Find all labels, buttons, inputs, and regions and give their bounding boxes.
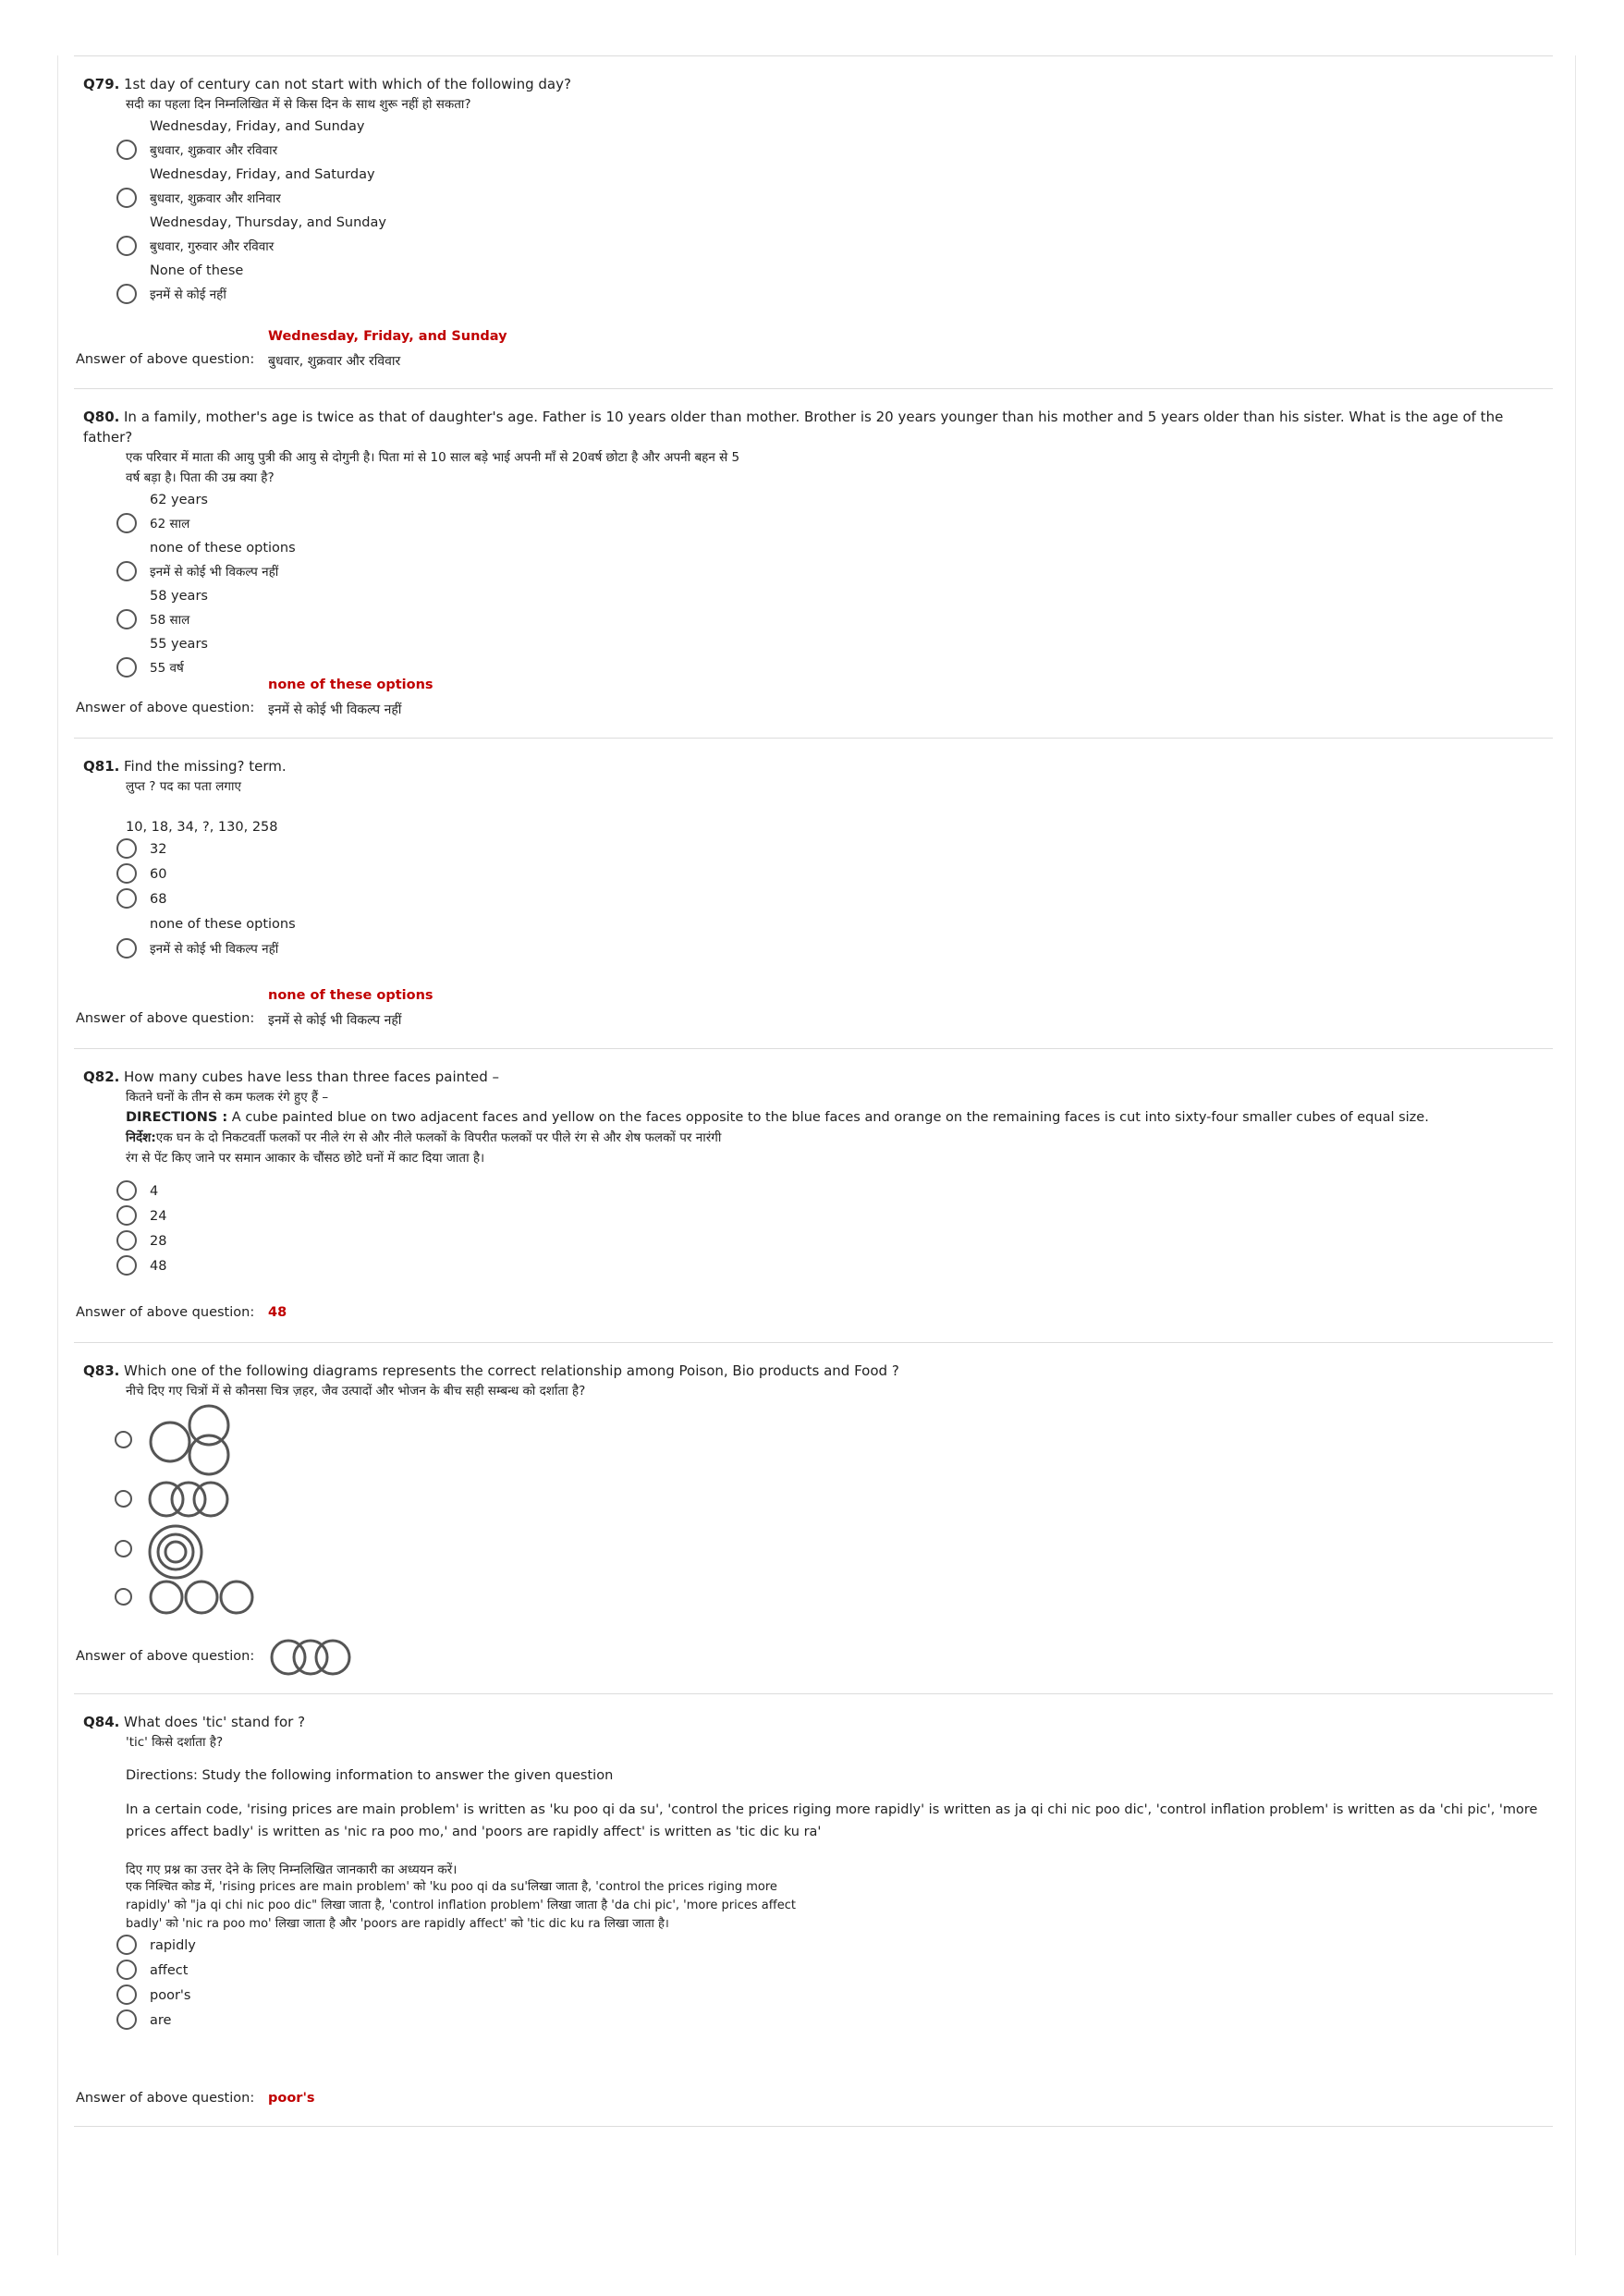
question-text: Which one of the following diagrams represents the correct relationship among Poison, Bio products and Food ? [124, 1362, 899, 1379]
radio-option-1[interactable] [115, 1431, 132, 1448]
answer-label: Answer of above question: [76, 1649, 255, 1664]
radio-option-3[interactable] [116, 236, 137, 256]
question-text: Find the missing? term. [124, 758, 287, 775]
option-text-hi: 62 साल [150, 517, 190, 531]
radio-option-3[interactable] [116, 609, 137, 629]
answer-text-hi: इनमें से कोई भी विकल्प नहीं [268, 1013, 402, 1028]
question-text-hindi: वर्ष बड़ा है। पिता की उम्र क्या है? [126, 470, 275, 485]
radio-option-2[interactable] [116, 188, 137, 208]
radio-option-4[interactable] [116, 657, 137, 678]
answer-diagram [266, 1636, 355, 1679]
radio-option-2[interactable] [116, 1205, 137, 1226]
number-series: 10, 18, 34, ?, 130, 258 [126, 820, 278, 835]
option-text: 48 [150, 1259, 167, 1274]
option-text: are [150, 2013, 172, 2028]
answer-label: Answer of above question: [76, 1305, 255, 1320]
option-text-en: Wednesday, Friday, and Saturday [150, 167, 375, 182]
option-text-en: None of these [150, 263, 244, 278]
option-text-en: Wednesday, Thursday, and Sunday [150, 215, 386, 230]
question-q84 [83, 1712, 1553, 2033]
question-text: What does 'tic' stand for ? [124, 1714, 306, 1730]
question-q83 [83, 1361, 1553, 1401]
answer-label: Answer of above question: [76, 701, 255, 715]
directions-text-hindi: दिए गए प्रश्न का उत्तर देने के लिए निम्नलिखित जानकारी का अध्ययन करें। [126, 1862, 458, 1877]
answer-text-hi: बुधवार, शुक्रवार और रविवार [268, 354, 401, 369]
answer-label: Answer of above question: [76, 2091, 255, 2106]
diagram-option-3 [146, 1523, 211, 1581]
question-text-hindi: लुप्त ? पद का पता लगाए [126, 779, 241, 794]
option-text-hi: बुधवार, गुरुवार और रविवार [150, 239, 275, 254]
radio-option-3[interactable] [116, 1985, 137, 2005]
question-number: Q80. [83, 409, 120, 425]
option-text-hi: इनमें से कोई भी विकल्प नहीं [150, 565, 279, 580]
question-q79 [83, 74, 1553, 307]
option-text-hi: 55 वर्ष [150, 661, 184, 676]
divider [74, 2126, 1553, 2127]
directions-text-hindi: रंग से पेंट किए जाने पर समान आकार के चौंसठ छोटे घनों में काट दिया जाता है। [126, 1151, 485, 1166]
directions-text-hindi: एक घन के दो निकटवर्ती फलकों पर नीले रंग से और नीले फलकों के विपरीत फलकों पर पीले रंग से और शेष फलकों पर नारंगी [155, 1130, 722, 1145]
radio-option-4[interactable] [116, 2009, 137, 2030]
option-text-en: 58 years [150, 589, 208, 604]
divider [74, 738, 1553, 739]
option-text-en: none of these options [150, 541, 296, 556]
info-text: In a certain code, 'rising prices are main problem' is written as 'ku poo qi da su', 'control the prices riging more rapidly' is written as ja qi chi nic poo dic', 'control inflation problem' is written as da 'chi pic', 'more prices affect badly' is written as 'nic ra poo mo,' and 'poors are rapidly affect' is written as 'tic dic ku ra' [126, 1802, 1538, 1839]
divider [74, 1048, 1553, 1049]
directions-label: DIRECTIONS : [126, 1110, 228, 1125]
option-text: 4 [150, 1184, 159, 1199]
question-number: Q83. [83, 1362, 120, 1379]
question-text-hindi: नीचे दिए गए चित्रों में से कौनसा चित्र ज़हर, जैव उत्पादों और भोजन के बीच सही सम्बन्ध को दर्शाता है? [126, 1384, 586, 1398]
divider [74, 388, 1553, 389]
question-text-hindi: एक परिवार में माता की आयु पुत्री की आयु से दोगुनी है। पिता मां से 10 साल बड़े भाई अपनी माँ से 20वर्ष छोटा है और अपनी बहन से 5 [126, 450, 740, 465]
radio-option-2[interactable] [116, 863, 137, 884]
radio-option-3[interactable] [116, 1230, 137, 1251]
option-text-hi: बुधवार, शुक्रवार और शनिवार [150, 191, 281, 206]
radio-option-2[interactable] [116, 1960, 137, 1980]
option-text: 68 [150, 892, 167, 907]
option-text-en: 62 years [150, 493, 208, 507]
directions-label-hindi: निर्देश: [126, 1130, 156, 1145]
radio-option-1[interactable] [116, 1180, 137, 1201]
directions-text: Directions: Study the following information to answer the given question [126, 1768, 614, 1783]
option-text: 60 [150, 867, 167, 882]
option-text-en: 55 years [150, 637, 208, 652]
question-text: In a family, mother's age is twice as that of daughter's age. Father is 10 years older than mother. Brother is 20 years younger than his mother and 5 years older than his sister. What is the age of the father? [83, 409, 1504, 446]
question-text-hindi: सदी का पहला दिन निम्नलिखित में से किस दिन के साथ शुरू नहीं हो सकता? [126, 97, 471, 112]
diagram-option-4 [146, 1577, 263, 1618]
info-text-hindi: rapidly' को "ja qi chi nic poo dic" लिखा जाता है, 'control inflation problem' लिखा जाता है 'da chi pic', 'more prices affect [126, 1899, 796, 1912]
radio-option-1[interactable] [116, 140, 137, 160]
answer-label: Answer of above question: [76, 352, 255, 367]
option-text: affect [150, 1963, 189, 1978]
option-text-hi: 58 साल [150, 613, 190, 628]
option-text: rapidly [150, 1938, 196, 1953]
option-text-hi: बुधवार, शुक्रवार और रविवार [150, 143, 278, 158]
question-text: 1st day of century can not start with which of the following day? [124, 76, 571, 92]
page-left-border [57, 55, 58, 2255]
divider [74, 1342, 1553, 1343]
diagram-option-1 [146, 1403, 235, 1477]
option-text-hi: इनमें से कोई भी विकल्प नहीं [150, 942, 279, 957]
question-number: Q79. [83, 76, 120, 92]
question-text-hindi: कितने घनों के तीन से कम फलक रंगे हुए हैं – [126, 1090, 329, 1105]
radio-option-1[interactable] [116, 1935, 137, 1955]
question-text-hindi: 'tic' किसे दर्शाता है? [126, 1735, 224, 1750]
radio-option-3[interactable] [115, 1540, 132, 1557]
answer-text-hi: इनमें से कोई भी विकल्प नहीं [268, 702, 402, 717]
option-text: poor's [150, 1988, 191, 2003]
option-text: 24 [150, 1209, 167, 1224]
question-number: Q81. [83, 758, 120, 775]
question-q82 [83, 1067, 1553, 1279]
divider [74, 1693, 1553, 1694]
option-text-hi: इनमें से कोई नहीं [150, 287, 226, 302]
answer-text-en: none of these options [268, 988, 433, 1003]
radio-option-2[interactable] [116, 561, 137, 581]
info-text-hindi: एक निश्चित कोड में, 'rising prices are main problem' को 'ku poo qi da su'लिखा जाता है, 'control the prices riging more [126, 1880, 777, 1894]
option-text-en: none of these options [150, 917, 296, 932]
question-q80 [83, 407, 1553, 680]
answer-text-en: none of these options [268, 678, 433, 692]
radio-option-3[interactable] [116, 888, 137, 909]
question-text: How many cubes have less than three faces painted – [124, 1069, 500, 1085]
radio-option-4[interactable] [116, 1255, 137, 1276]
diagram-option-2 [146, 1479, 235, 1520]
option-text-en: Wednesday, Friday, and Sunday [150, 119, 365, 134]
answer-text-en: Wednesday, Friday, and Sunday [268, 329, 507, 344]
answer-label: Answer of above question: [76, 1011, 255, 1026]
option-text: 32 [150, 842, 167, 857]
option-text: 28 [150, 1234, 167, 1249]
question-number: Q82. [83, 1069, 120, 1085]
info-text-hindi: badly' को 'nic ra poo mo' लिखा जाता है और 'poors are rapidly affect' को 'tic dic ku ra लिखा जाता है। [126, 1917, 669, 1931]
radio-option-4[interactable] [116, 938, 137, 959]
radio-option-4[interactable] [116, 284, 137, 304]
divider [74, 55, 1553, 56]
directions-text: A cube painted blue on two adjacent faces and yellow on the faces opposite to the blue faces and orange on the remaining faces is cut into sixty-four smaller cubes of equal size. [231, 1110, 1429, 1125]
page-right-border [1575, 55, 1576, 2255]
question-q81 [83, 756, 1553, 962]
question-number: Q84. [83, 1714, 120, 1730]
radio-option-2[interactable] [115, 1490, 132, 1508]
answer-text: poor's [268, 2091, 315, 2106]
answer-text: 48 [268, 1305, 287, 1320]
radio-option-4[interactable] [115, 1588, 132, 1606]
radio-option-1[interactable] [116, 838, 137, 859]
radio-option-1[interactable] [116, 513, 137, 533]
